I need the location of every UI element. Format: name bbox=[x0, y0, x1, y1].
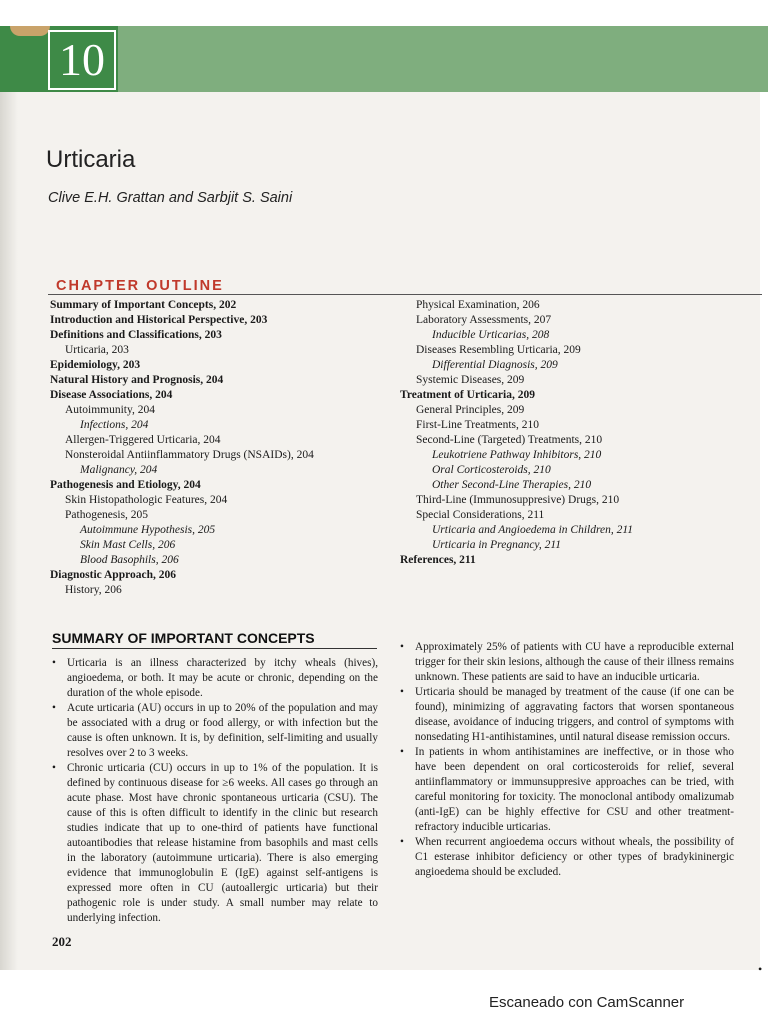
outline-entry: Nonsteroidal Antiinflammatory Drugs (NSAIDs), 204 bbox=[65, 449, 314, 461]
outline-left-column bbox=[50, 298, 400, 598]
chapter-header-band-light bbox=[118, 26, 768, 92]
outline-entry: Special Considerations, 211 bbox=[416, 509, 545, 521]
outline-entry: Definitions and Classifications, 203 bbox=[50, 329, 222, 341]
summary-divider bbox=[52, 648, 377, 649]
outline-entry: Laboratory Assessments, 207 bbox=[416, 314, 552, 326]
summary-bullet-item bbox=[400, 835, 734, 880]
bullet-icon: • bbox=[400, 686, 404, 698]
outline-entry: General Principles, 209 bbox=[416, 404, 525, 416]
summary-bullet-item bbox=[52, 761, 378, 926]
chapter-title: Urticaria bbox=[46, 146, 136, 173]
outline-entry: Physical Examination, 206 bbox=[416, 299, 540, 311]
bullet-icon: • bbox=[400, 641, 404, 653]
summary-bullet-text: In patients in whom antihistamines are ineffective, or in those who have been dependent on oral corticosteroids for relief, several antiinflammatory or immunsuppresive approaches can be tried, with careful monitoring for toxicity. The monoclonal antibody omalizumab (anti-IgE) can be highly effective for CSU and other treatment-refractory inducible urticarias. bbox=[415, 746, 734, 833]
outline-entry: Oral Corticosteroids, 210 bbox=[432, 464, 551, 476]
outline-entry: Urticaria and Angioedema in Children, 211 bbox=[432, 524, 634, 536]
summary-bullet-item bbox=[400, 640, 734, 685]
scanner-watermark: Escaneado con CamScanner bbox=[489, 994, 685, 1011]
outline-entry: Allergen-Triggered Urticaria, 204 bbox=[65, 434, 221, 446]
outline-entry: Differential Diagnosis, 209 bbox=[432, 359, 558, 371]
outline-entry: Skin Mast Cells, 206 bbox=[80, 539, 176, 551]
summary-bullet-item bbox=[52, 701, 378, 761]
outline-entry: References, 211 bbox=[400, 554, 476, 566]
outline-entry: Inducible Urticarias, 208 bbox=[432, 329, 550, 341]
outline-entry: Third-Line (Immunosuppresive) Drugs, 210 bbox=[416, 494, 620, 506]
outline-entry: Diseases Resembling Urticaria, 209 bbox=[416, 344, 581, 356]
outline-entry: Natural History and Prognosis, 204 bbox=[50, 374, 224, 386]
chapter-authors: Clive E.H. Grattan and Sarbjit S. Saini bbox=[48, 190, 293, 206]
edge-mark: • bbox=[758, 962, 763, 976]
outline-entry: Leukotriene Pathway Inhibitors, 210 bbox=[432, 449, 602, 461]
summary-bullet-text: Urticaria is an illness characterized by itchy wheals (hives), angioedema, or both. It may be acute or chronic, depending on the duration of the whole episode. bbox=[67, 657, 378, 699]
bullet-icon: • bbox=[400, 836, 404, 848]
outline-divider bbox=[48, 294, 762, 295]
outline-entry: Pathogenesis and Etiology, 204 bbox=[50, 479, 201, 491]
outline-entry: First-Line Treatments, 210 bbox=[416, 419, 539, 431]
outline-entry: Pathogenesis, 205 bbox=[65, 509, 149, 521]
outline-entry: Diagnostic Approach, 206 bbox=[50, 569, 176, 581]
chapter-number: 10 bbox=[59, 34, 105, 85]
outline-entry: Disease Associations, 204 bbox=[50, 389, 173, 401]
outline-entry: Summary of Important Concepts, 202 bbox=[50, 299, 237, 311]
page-number: 202 bbox=[52, 934, 72, 949]
outline-right-column bbox=[400, 298, 750, 568]
page-gutter-shadow bbox=[0, 26, 18, 970]
summary-right-column bbox=[400, 640, 734, 880]
bullet-icon: • bbox=[52, 762, 56, 774]
outline-entry: Introduction and Historical Perspective, 203 bbox=[50, 314, 268, 326]
bullet-icon: • bbox=[400, 746, 404, 758]
summary-heading: SUMMARY OF IMPORTANT CONCEPTS bbox=[52, 630, 315, 646]
outline-entry: Blood Basophils, 206 bbox=[80, 554, 179, 566]
outline-heading: CHAPTER OUTLINE bbox=[56, 278, 224, 294]
outline-entry: Second-Line (Targeted) Treatments, 210 bbox=[416, 434, 603, 446]
summary-bullet-text: Acute urticaria (AU) occurs in up to 20% of the population and may be associated with a drug or food allergy, or with infection but the cause is often unknown. It is, by definition, self-limiting and usually resolves over 2 to 3 weeks. bbox=[67, 702, 378, 759]
corner-ornament bbox=[10, 26, 50, 36]
outline-entry: Autoimmunity, 204 bbox=[65, 404, 155, 416]
summary-bullet-item bbox=[52, 656, 378, 701]
summary-left-column bbox=[52, 656, 378, 926]
summary-bullet-item bbox=[400, 685, 734, 745]
outline-entry: Malignancy, 204 bbox=[80, 464, 158, 476]
outline-entry: Skin Histopathologic Features, 204 bbox=[65, 494, 228, 506]
bullet-icon: • bbox=[52, 657, 56, 669]
outline-entry: Urticaria in Pregnancy, 211 bbox=[432, 539, 562, 551]
outline-entry: Other Second-Line Therapies, 210 bbox=[432, 479, 592, 491]
summary-bullet-text: When recurrent angioedema occurs without wheals, the possibility of C1 esterase inhibitor deficiency or other types of bradykininergic angioedema should be excluded. bbox=[415, 836, 734, 878]
summary-bullet-text: Approximately 25% of patients with CU have a reproducible external trigger for their skin lesions, although the cause of their illness remains unknown. These patients are said to have an inducible urticaria. bbox=[415, 641, 734, 683]
outline-entry: Epidemiology, 203 bbox=[50, 359, 141, 371]
outline-entry: Treatment of Urticaria, 209 bbox=[400, 389, 535, 401]
outline-entry: Urticaria, 203 bbox=[65, 344, 129, 356]
outline-entry: Autoimmune Hypothesis, 205 bbox=[80, 524, 216, 536]
summary-bullet-text: Chronic urticaria (CU) occurs in up to 1% of the population. It is defined by continuous disease for ≥6 weeks. All cases go through an acute phase. Most have chronic spontaneous urticaria (CSU). The cause of this is often difficult to identify in the clinic but research studies indicate that up to one-third of patients have functional autoantibodies that release histamine from basophils and mast cells in the laboratory (autoimmune urticaria). There is also emerging evidence that immunoglobulin E (IgE) against self-antigens is expressed more often in CU (autoallergic urticaria) but their pathogenic role is under study. A small number may relate to underlying infection. bbox=[67, 762, 378, 924]
outline-entry: History, 206 bbox=[65, 584, 122, 596]
outline-entry: Infections, 204 bbox=[80, 419, 149, 431]
bullet-icon: • bbox=[52, 702, 56, 714]
outline-entry: Systemic Diseases, 209 bbox=[416, 374, 525, 386]
summary-bullet-text: Urticaria should be managed by treatment of the cause (if one can be found), minimizing of aggravating factors that worsen spontaneous disease, avoidance of inducing triggers, and control of symptoms with nonsedating H1-antihistamines, until natural disease remission occurs. bbox=[415, 686, 734, 743]
summary-bullet-item bbox=[400, 745, 734, 835]
